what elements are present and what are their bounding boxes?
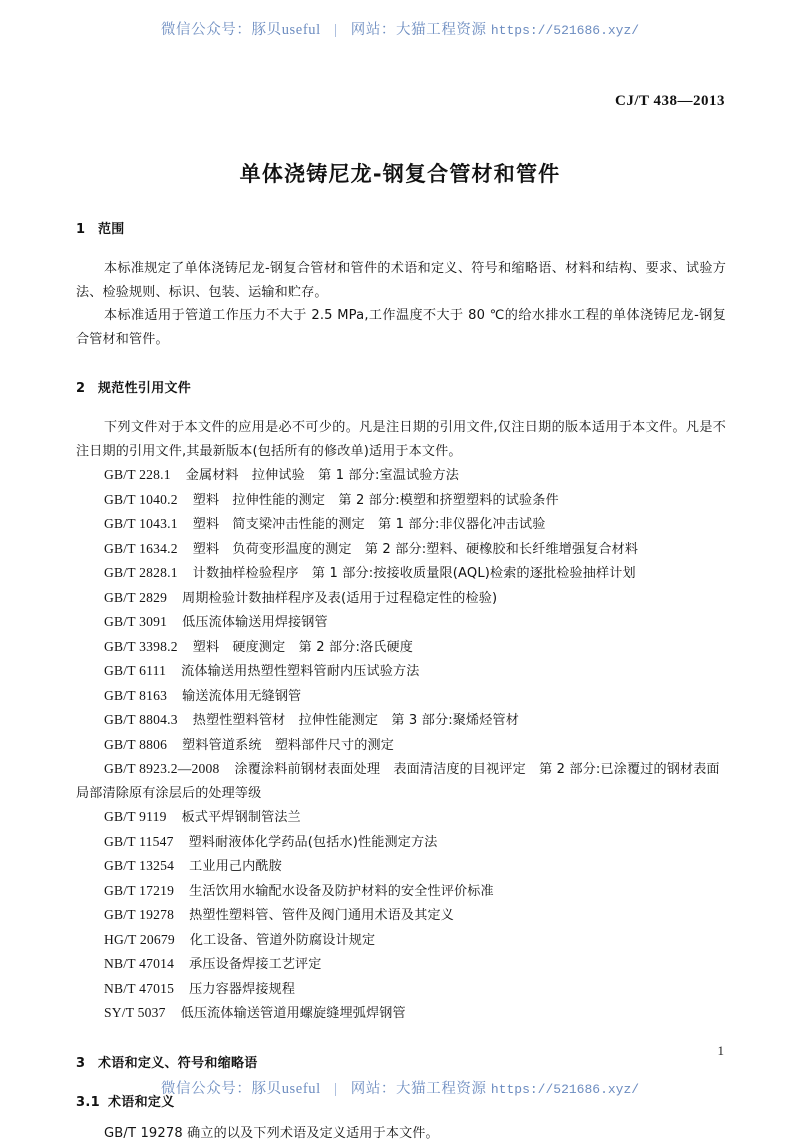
reference-title: 承压设备焊接工艺评定	[189, 957, 321, 972]
reference-code: GB/T 3091	[104, 614, 167, 629]
section-number-2: 2	[76, 381, 98, 396]
list-item	[76, 903, 726, 928]
section-heading-terms	[76, 1052, 726, 1071]
scope-paragraph-1: 本标准规定了单体浇铸尼龙-钢复合管材和管件的术语和定义、符号和缩略语、材料和结构、要求、试验方法、检验规则、标识、包装、运输和贮存。	[76, 257, 726, 304]
reference-title: 塑料耐液体化学药品(包括水)性能测定方法	[189, 835, 438, 850]
list-item	[76, 1001, 726, 1026]
reference-code: GB/T 228.1	[104, 467, 171, 482]
reference-code: NB/T 47014	[104, 956, 174, 971]
reference-code: GB/T 8804.3	[104, 712, 178, 727]
section-heading-normative-refs	[76, 377, 726, 396]
list-item	[76, 488, 726, 513]
watermark-header	[0, 18, 800, 39]
standard-number: CJ/T 438—2013	[615, 93, 725, 110]
reference-title: 热塑性塑料管材 拉伸性能测定 第 3 部分:聚烯烃管材	[193, 713, 519, 728]
section-number-1: 1	[76, 222, 98, 237]
reference-title: 周期检验计数抽样程序及表(适用于过程稳定性的检验)	[182, 591, 497, 606]
list-item	[76, 879, 726, 904]
page-number: 1	[718, 1043, 725, 1059]
reference-title: 计数抽样检验程序 第 1 部分:按接收质量限(AQL)检索的逐批检验抽样计划	[193, 566, 636, 581]
section-number-3: 3	[76, 1056, 98, 1071]
list-item	[76, 586, 726, 611]
reference-title: 化工设备、管道外防腐设计规定	[190, 933, 375, 948]
list-item	[76, 463, 726, 488]
watermark-site-label: 网站：大猫工程资源	[351, 22, 487, 38]
list-item	[76, 708, 726, 733]
reference-code: GB/T 6111	[104, 663, 166, 678]
terms-definitions-paragraph: GB/T 19278 确立的以及下列术语及定义适用于本文件。	[76, 1122, 726, 1145]
list-item	[76, 635, 726, 660]
reference-title: 工业用己内酰胺	[189, 859, 282, 874]
list-item	[76, 610, 726, 635]
reference-code: GB/T 3398.2	[104, 639, 178, 654]
reference-code: SY/T 5037	[104, 1005, 166, 1020]
reference-title: 塑料 拉伸性能的测定 第 2 部分:模塑和挤塑塑料的试验条件	[193, 493, 559, 508]
section-title-3: 术语和定义、符号和缩略语	[98, 1056, 258, 1071]
reference-code: NB/T 47015	[104, 981, 174, 996]
list-item	[76, 805, 726, 830]
reference-code: GB/T 8806	[104, 737, 167, 752]
section-title-1: 范围	[98, 222, 125, 237]
normative-reference-list	[76, 463, 726, 1026]
reference-code: GB/T 2829	[104, 590, 167, 605]
section-number-3-1: 3.1	[76, 1095, 108, 1110]
reference-title: 塑料管道系统 塑料部件尺寸的测定	[182, 738, 394, 753]
section-title-3-1: 术语和定义	[108, 1095, 175, 1110]
watermark-separator: |	[325, 1081, 347, 1098]
watermark-site-label: 网站：大猫工程资源	[351, 1081, 487, 1097]
reference-code: GB/T 2828.1	[104, 565, 178, 580]
document-body	[76, 218, 726, 1145]
watermark-url: https://521686.xyz/	[491, 1082, 639, 1097]
reference-code: GB/T 8923.2—2008	[104, 761, 219, 776]
watermark-wechat-label: 微信公众号：豚贝useful	[161, 22, 321, 38]
watermark-separator: |	[325, 22, 347, 39]
reference-code: GB/T 13254	[104, 858, 174, 873]
list-item	[76, 684, 726, 709]
list-item	[76, 561, 726, 586]
reference-code: GB/T 1043.1	[104, 516, 178, 531]
reference-title: 金属材料 拉伸试验 第 1 部分:室温试验方法	[186, 468, 459, 483]
list-item	[76, 830, 726, 855]
reference-code: GB/T 1634.2	[104, 541, 178, 556]
list-item	[76, 512, 726, 537]
reference-code: GB/T 17219	[104, 883, 174, 898]
reference-title: 低压流体输送用焊接钢管	[182, 615, 328, 630]
reference-title: 压力容器焊接规程	[189, 982, 295, 997]
reference-title: 输送流体用无缝钢管	[182, 689, 301, 704]
reference-title: 塑料 硬度测定 第 2 部分:洛氏硬度	[193, 640, 413, 655]
reference-title: 塑料 简支梁冲击性能的测定 第 1 部分:非仪器化冲击试验	[193, 517, 546, 532]
reference-title: 生活饮用水输配水设备及防护材料的安全性评价标准	[189, 884, 494, 899]
list-item	[76, 854, 726, 879]
scope-paragraph-2: 本标准适用于管道工作压力不大于 2.5 MPa,工作温度不大于 80 ℃的给水排水工程的单体浇铸尼龙-钢复合管材和管件。	[76, 304, 726, 351]
reference-title: 流体输送用热塑性塑料管耐内压试验方法	[181, 664, 419, 679]
reference-code: GB/T 11547	[104, 834, 174, 849]
page-title: 单体浇铸尼龙-钢复合管材和管件	[0, 158, 800, 188]
watermark-wechat-label: 微信公众号：豚贝useful	[161, 1081, 321, 1097]
normative-refs-intro: 下列文件对于本文件的应用是必不可少的。凡是注日期的引用文件,仅注日期的版本适用于本文件。凡是不注日期的引用文件,其最新版本(包括所有的修改单)适用于本文件。	[76, 416, 726, 463]
reference-code: GB/T 1040.2	[104, 492, 178, 507]
list-item	[76, 928, 726, 953]
reference-title: 塑料 负荷变形温度的测定 第 2 部分:塑料、硬橡胶和长纤维增强复合材料	[193, 542, 638, 557]
list-item	[76, 977, 726, 1002]
reference-title: 板式平焊钢制管法兰	[182, 810, 301, 825]
reference-title: 涂覆涂料前钢材表面处理 表面清洁度的目视评定 第 2 部分:已涂覆过的钢材表面局部清除原有涂层后的处理等级	[76, 762, 720, 801]
watermark-url: https://521686.xyz/	[491, 23, 639, 38]
watermark-footer	[0, 1077, 800, 1098]
list-item	[76, 952, 726, 977]
list-item	[76, 733, 726, 758]
section-title-2: 规范性引用文件	[98, 381, 191, 396]
reference-code: HG/T 20679	[104, 932, 175, 947]
reference-code: GB/T 9119	[104, 809, 167, 824]
list-item	[76, 537, 726, 562]
list-item	[76, 757, 726, 805]
list-item	[76, 659, 726, 684]
reference-code: GB/T 8163	[104, 688, 167, 703]
reference-code: GB/T 19278	[104, 907, 174, 922]
section-heading-scope	[76, 218, 726, 237]
reference-title: 低压流体输送管道用螺旋缝埋弧焊钢管	[181, 1006, 406, 1021]
reference-title: 热塑性塑料管、管件及阀门通用术语及其定义	[189, 908, 454, 923]
